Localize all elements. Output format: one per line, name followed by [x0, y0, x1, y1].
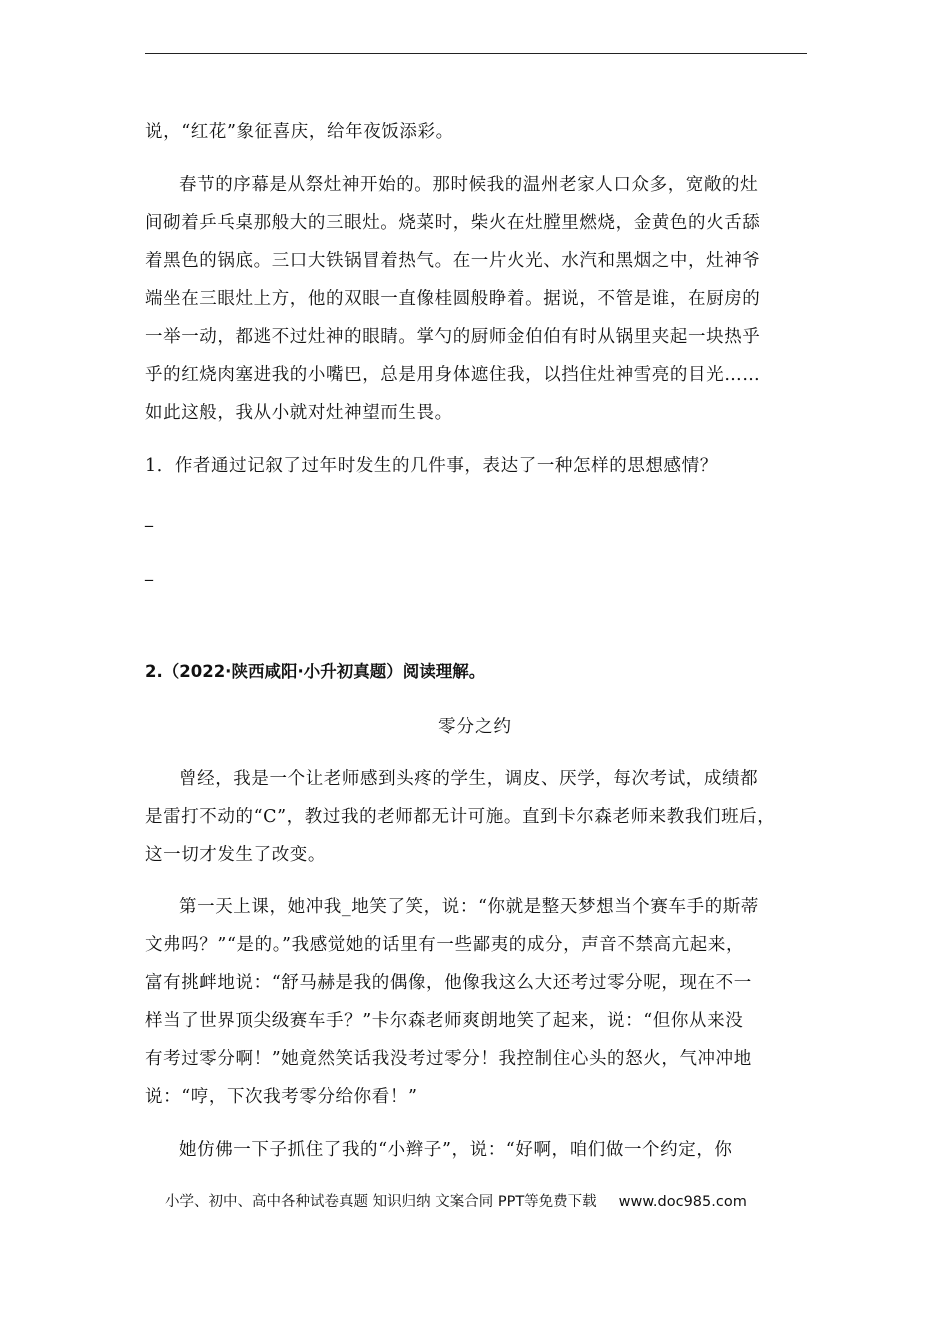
passage2-line: 第一天上课，她冲我_地笑了笑，说：“你就是整天梦想当个赛车手的斯蒂 [179, 897, 759, 917]
passage1-line: 乎的红烧肉塞进我的小嘴巴，总是用身体遮住我，以挡住灶神雪亮的目光…… [145, 365, 761, 385]
footer-link[interactable]: www.doc985.com [618, 1194, 747, 1210]
passage1-line: 一举一动，都逃不过灶神的眼睛。掌勺的厨师金伯伯有时从锅里夹起一块热乎 [145, 327, 761, 347]
passage2-line: 是雷打不动的“C”，教过我的老师都无计可施。直到卡尔森老师来教我们班后， [145, 807, 776, 827]
passage2-line: 曾经，我是一个让老师感到头疼的学生，调皮、厌学，每次考试，成绩都 [179, 769, 759, 789]
passage2-title: 零分之约 [438, 717, 512, 737]
passage2-line: 文弗吗？”“是的。”我感觉她的话里有一些鄙夷的成分，声音不禁高亢起来， [145, 935, 745, 955]
passage2-line: 富有挑衅地说：“舒马赫是我的偶像，他像我这么大还考过零分呢，现在不一 [145, 973, 752, 993]
passage1-line: 间砌着乒乓桌那般大的三眼灶。烧菜时，柴火在灶膛里燃烧，金黄色的火舌舔 [145, 213, 761, 233]
passage2-line: 这一切才发生了改变。 [145, 845, 326, 865]
passage1-line: 端坐在三眼灶上方，他的双眼一直像桂圆般睁着。据说，不管是谁，在厨房的 [145, 289, 761, 309]
question1-text: 1．作者通过记叙了过年时发生的几件事，表达了一种怎样的思想感情？ [145, 456, 718, 476]
footer-text: 小学、初中、高中各种试卷真题 知识归纳 文案合同 PPT等免费下载 [165, 1194, 597, 1210]
passage1-line: 如此这般，我从小就对灶神望而生畏。 [145, 403, 453, 423]
answer-blank-2[interactable]: _ [145, 562, 153, 581]
passage2-line: 样当了世界顶尖级赛车手？”卡尔森老师爽朗地笑了起来，说：“但你从来没 [145, 1011, 744, 1031]
passage1-line: 说，“红花”象征喜庆，给年夜饭添彩。 [145, 122, 454, 142]
answer-blank-1[interactable]: _ [145, 508, 153, 527]
footer [165, 1190, 747, 1211]
header-rule [145, 53, 807, 54]
passage2-line: 有考过零分啊！”她竟然笑话我没考过零分！我控制住心头的怒火，气冲冲地 [145, 1049, 752, 1069]
passage1-line: 春节的序幕是从祭灶神开始的。那时候我的温州老家人口众多，宽敞的灶 [179, 175, 759, 195]
question2-heading: 2.（2022·陕西咸阳·小升初真题）阅读理解。 [145, 662, 486, 681]
passage2-line: 她仿佛一下子抓住了我的“小辫子”，说：“好啊，咱们做一个约定，你 [179, 1140, 733, 1160]
passage1-line: 着黑色的锅底。三口大铁锅冒着热气。在一片火光、水汽和黑烟之中，灶神爷 [145, 251, 761, 271]
passage2-line: 说：“哼，下次我考零分给你看！” [145, 1087, 418, 1107]
